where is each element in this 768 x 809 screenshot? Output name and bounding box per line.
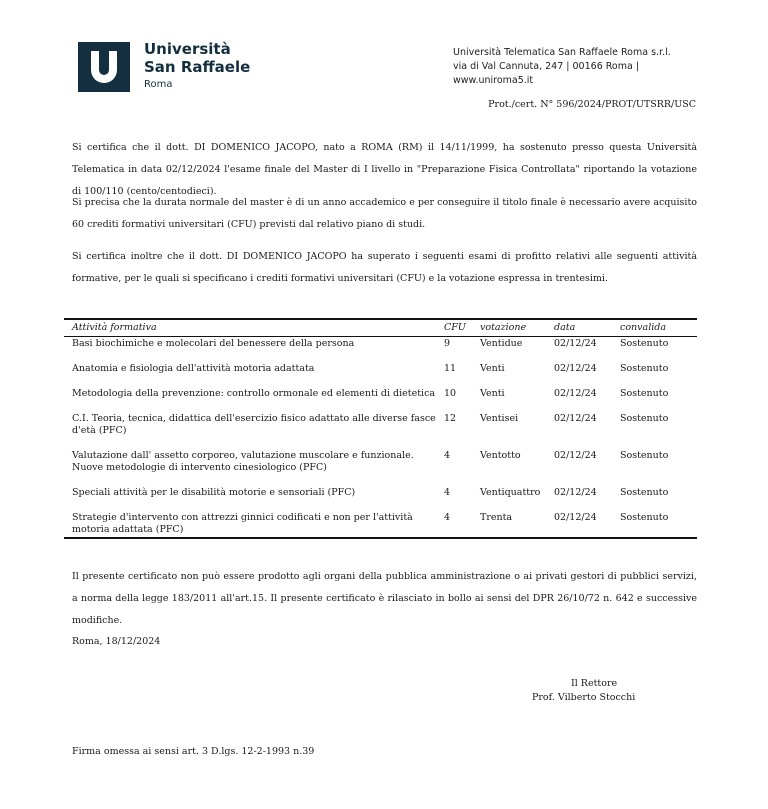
cell-validation: Sostenuto — [612, 511, 697, 538]
cell-grade: Trenta — [472, 511, 546, 538]
cell-activity: Metodologia della prevenzione: controllo ormonale ed elementi di dietetica — [72, 388, 436, 399]
table-row — [64, 362, 697, 387]
cell-activity: C.I. Teoria, tecnica, didattica dell'esercizio fisico adattato alle diverse fasce d'età (PFC) — [72, 413, 436, 436]
exams-table — [64, 318, 697, 539]
signature-title: Il Rettore — [571, 678, 618, 689]
cell-validation: Sostenuto — [620, 338, 669, 349]
table-row — [64, 387, 697, 412]
university-logo — [78, 40, 250, 93]
header-grade: votazione — [472, 319, 546, 337]
protocol-number: Prot./cert. N° 596/2024/PROT/UTSRR/USC — [488, 99, 696, 110]
cell-date: 02/12/24 — [554, 363, 597, 374]
cell-activity: Valutazione dall' assetto corporeo, valutazione muscolare e funzionale. Nuove metodologie di intervento cinesiologico (PFC) — [72, 450, 414, 473]
cell-date: 02/12/24 — [554, 338, 597, 349]
shield-u-icon — [78, 42, 130, 92]
place-date: Roma, 18/12/2024 — [72, 636, 161, 647]
cell-validation: Sostenuto — [620, 487, 669, 498]
cell-grade: Ventidue — [480, 338, 523, 349]
cell-cfu: 4 — [444, 450, 451, 461]
cell-date: 02/12/24 — [554, 388, 597, 399]
university-address — [453, 46, 671, 88]
cell-activity: Speciali attività per le disabilità motorie e sensoriali (PFC) — [72, 487, 356, 498]
address-company: Università Telematica San Raffaele Roma s.r.l. — [453, 47, 671, 58]
cell-validation: Sostenuto — [620, 413, 669, 424]
footer-note: Firma omessa ai sensi art. 3 D.lgs. 12-2-1993 n.39 — [72, 746, 315, 757]
cell-activity: Anatomia e fisiologia dell'attività motoria adattata — [72, 363, 315, 374]
cell-cfu: 4 — [436, 511, 472, 538]
cell-validation: Sostenuto — [620, 450, 669, 461]
address-website: www.uniroma5.it — [453, 75, 534, 86]
closing-paragraph: Il presente certificato non può essere prodotto agli organi della pubblica amministrazione o ai privati gestori di pubblici servizi, a norma della legge 183/2011 all'art.15. Il presente certificato è rilasciato in bollo ai sensi del DPR 26/10/72 n. 642 e successive modifiche. — [72, 571, 697, 626]
table-row — [64, 486, 697, 511]
table-row — [64, 337, 697, 363]
table-row — [64, 449, 697, 486]
cell-cfu: 4 — [444, 487, 451, 498]
cell-grade: Ventotto — [480, 450, 521, 461]
exams-intro-paragraph: Si certifica inoltre che il dott. DI DOMENICO JACOPO ha superato i seguenti esami di profitto relativi alle seguenti attività formative, per le quali si specificano i crediti formativi universitari (CFU) e la votazione espressa in trentesimi. — [72, 251, 697, 284]
table-row — [64, 412, 697, 449]
cell-grade: Venti — [480, 388, 505, 399]
cell-date: 02/12/24 — [554, 450, 597, 461]
cell-activity: Strategie d'intervento con attrezzi ginnici codificati e non per l'attività motoria adattata (PFC) — [64, 511, 436, 538]
cell-cfu: 12 — [444, 413, 457, 424]
logo-line-roma: Roma — [144, 79, 173, 90]
cell-validation: Sostenuto — [620, 388, 669, 399]
address-street: via di Val Cannuta, 247 | 00166 Roma | — [453, 61, 640, 72]
cell-activity: Basi biochimiche e molecolari del benessere della persona — [72, 338, 355, 349]
table-header-row — [64, 319, 697, 337]
cell-date: 02/12/24 — [546, 511, 612, 538]
cell-date: 02/12/24 — [554, 413, 597, 424]
certification-paragraph: Si certifica che il dott. DI DOMENICO JACOPO, nato a ROMA (RM) il 14/11/1999, ha sostenuto presso questa Università Telematica in data 02/12/2024 l'esame finale del Master di I livello in "Preparazione Fisica Controllata" riportando la votazione di 100/110 (cento/centodieci). — [72, 142, 697, 197]
duration-paragraph: Si precisa che la durata normale del master è di un anno accademico e per conseguire il titolo finale è necessario avere acquisito 60 crediti formativi universitari (CFU) previsti dal relativo piano di studi. — [72, 197, 697, 230]
cell-cfu: 10 — [444, 388, 457, 399]
signature-name: Prof. Vilberto Stocchi — [532, 692, 636, 703]
cell-cfu: 11 — [444, 363, 457, 374]
cell-validation: Sostenuto — [620, 363, 669, 374]
cell-cfu: 9 — [444, 338, 451, 349]
cell-grade: Venti — [480, 363, 505, 374]
header-date: data — [546, 319, 612, 337]
cell-grade: Ventisei — [480, 413, 519, 424]
logo-line-universita: Università — [144, 40, 231, 58]
logo-line-san-raffaele: San Raffaele — [144, 58, 251, 76]
cell-date: 02/12/24 — [554, 487, 597, 498]
header-activity: Attività formativa — [64, 319, 436, 337]
header-validation: convalida — [612, 319, 697, 337]
table-row — [64, 511, 697, 538]
cell-grade: Ventiquattro — [480, 487, 541, 498]
header-cfu: CFU — [436, 319, 472, 337]
